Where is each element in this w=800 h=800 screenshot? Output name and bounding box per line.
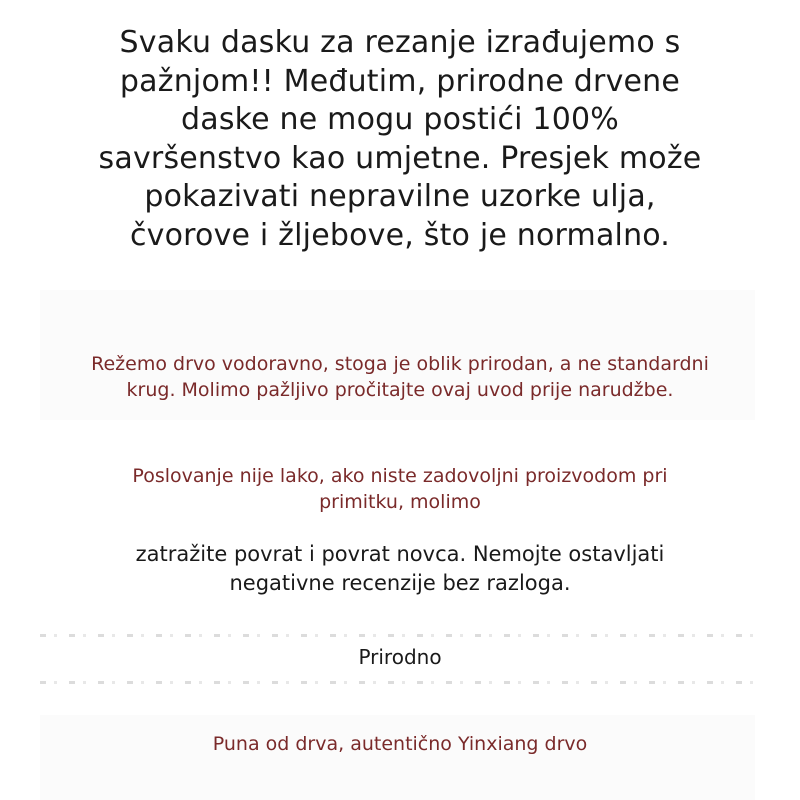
footer-tagline: Puna od drva, autentično Yinxiang drvo (212, 733, 588, 755)
business-note-line: primitku, molimo (319, 491, 481, 513)
headline-line: Svaku dasku za rezanje izrađujemo s (119, 25, 681, 60)
footer-panel (40, 715, 755, 800)
divider-strip-top (40, 634, 755, 637)
headline-line: čvorove i žljebove, što je normalno. (129, 217, 671, 253)
divider-strip-bottom (40, 681, 755, 684)
business-note-line: Poslovanje nije lako, ako niste zadovoljni proizvodom pri (132, 465, 668, 487)
cutting-note-line: Režemo drvo vodoravno, stoga je oblik prirodan, a ne standardni (91, 353, 709, 375)
headline-line: daske ne mogu postići 100% (181, 102, 619, 137)
natural-label: Prirodno (358, 645, 442, 669)
business-note (0, 463, 800, 515)
refund-note-line: negativne recenzije bez razloga. (229, 571, 571, 595)
headline-line: savršenstvo kao umjetne. Presjek može (98, 140, 702, 176)
headline-line: pokazivati nepravilne uzorke ulja, (144, 179, 656, 214)
headline (0, 24, 800, 255)
refund-note-line: zatražite povrat i povrat novca. Nemojte ostavljati (135, 542, 665, 566)
refund-note (0, 540, 800, 598)
headline-line: pažnjom!! Međutim, prirodne drvene (119, 63, 681, 99)
cutting-note (0, 351, 800, 403)
cutting-note-line: krug. Molimo pažljivo pročitajte ovaj uvod prije narudžbe. (126, 379, 674, 401)
